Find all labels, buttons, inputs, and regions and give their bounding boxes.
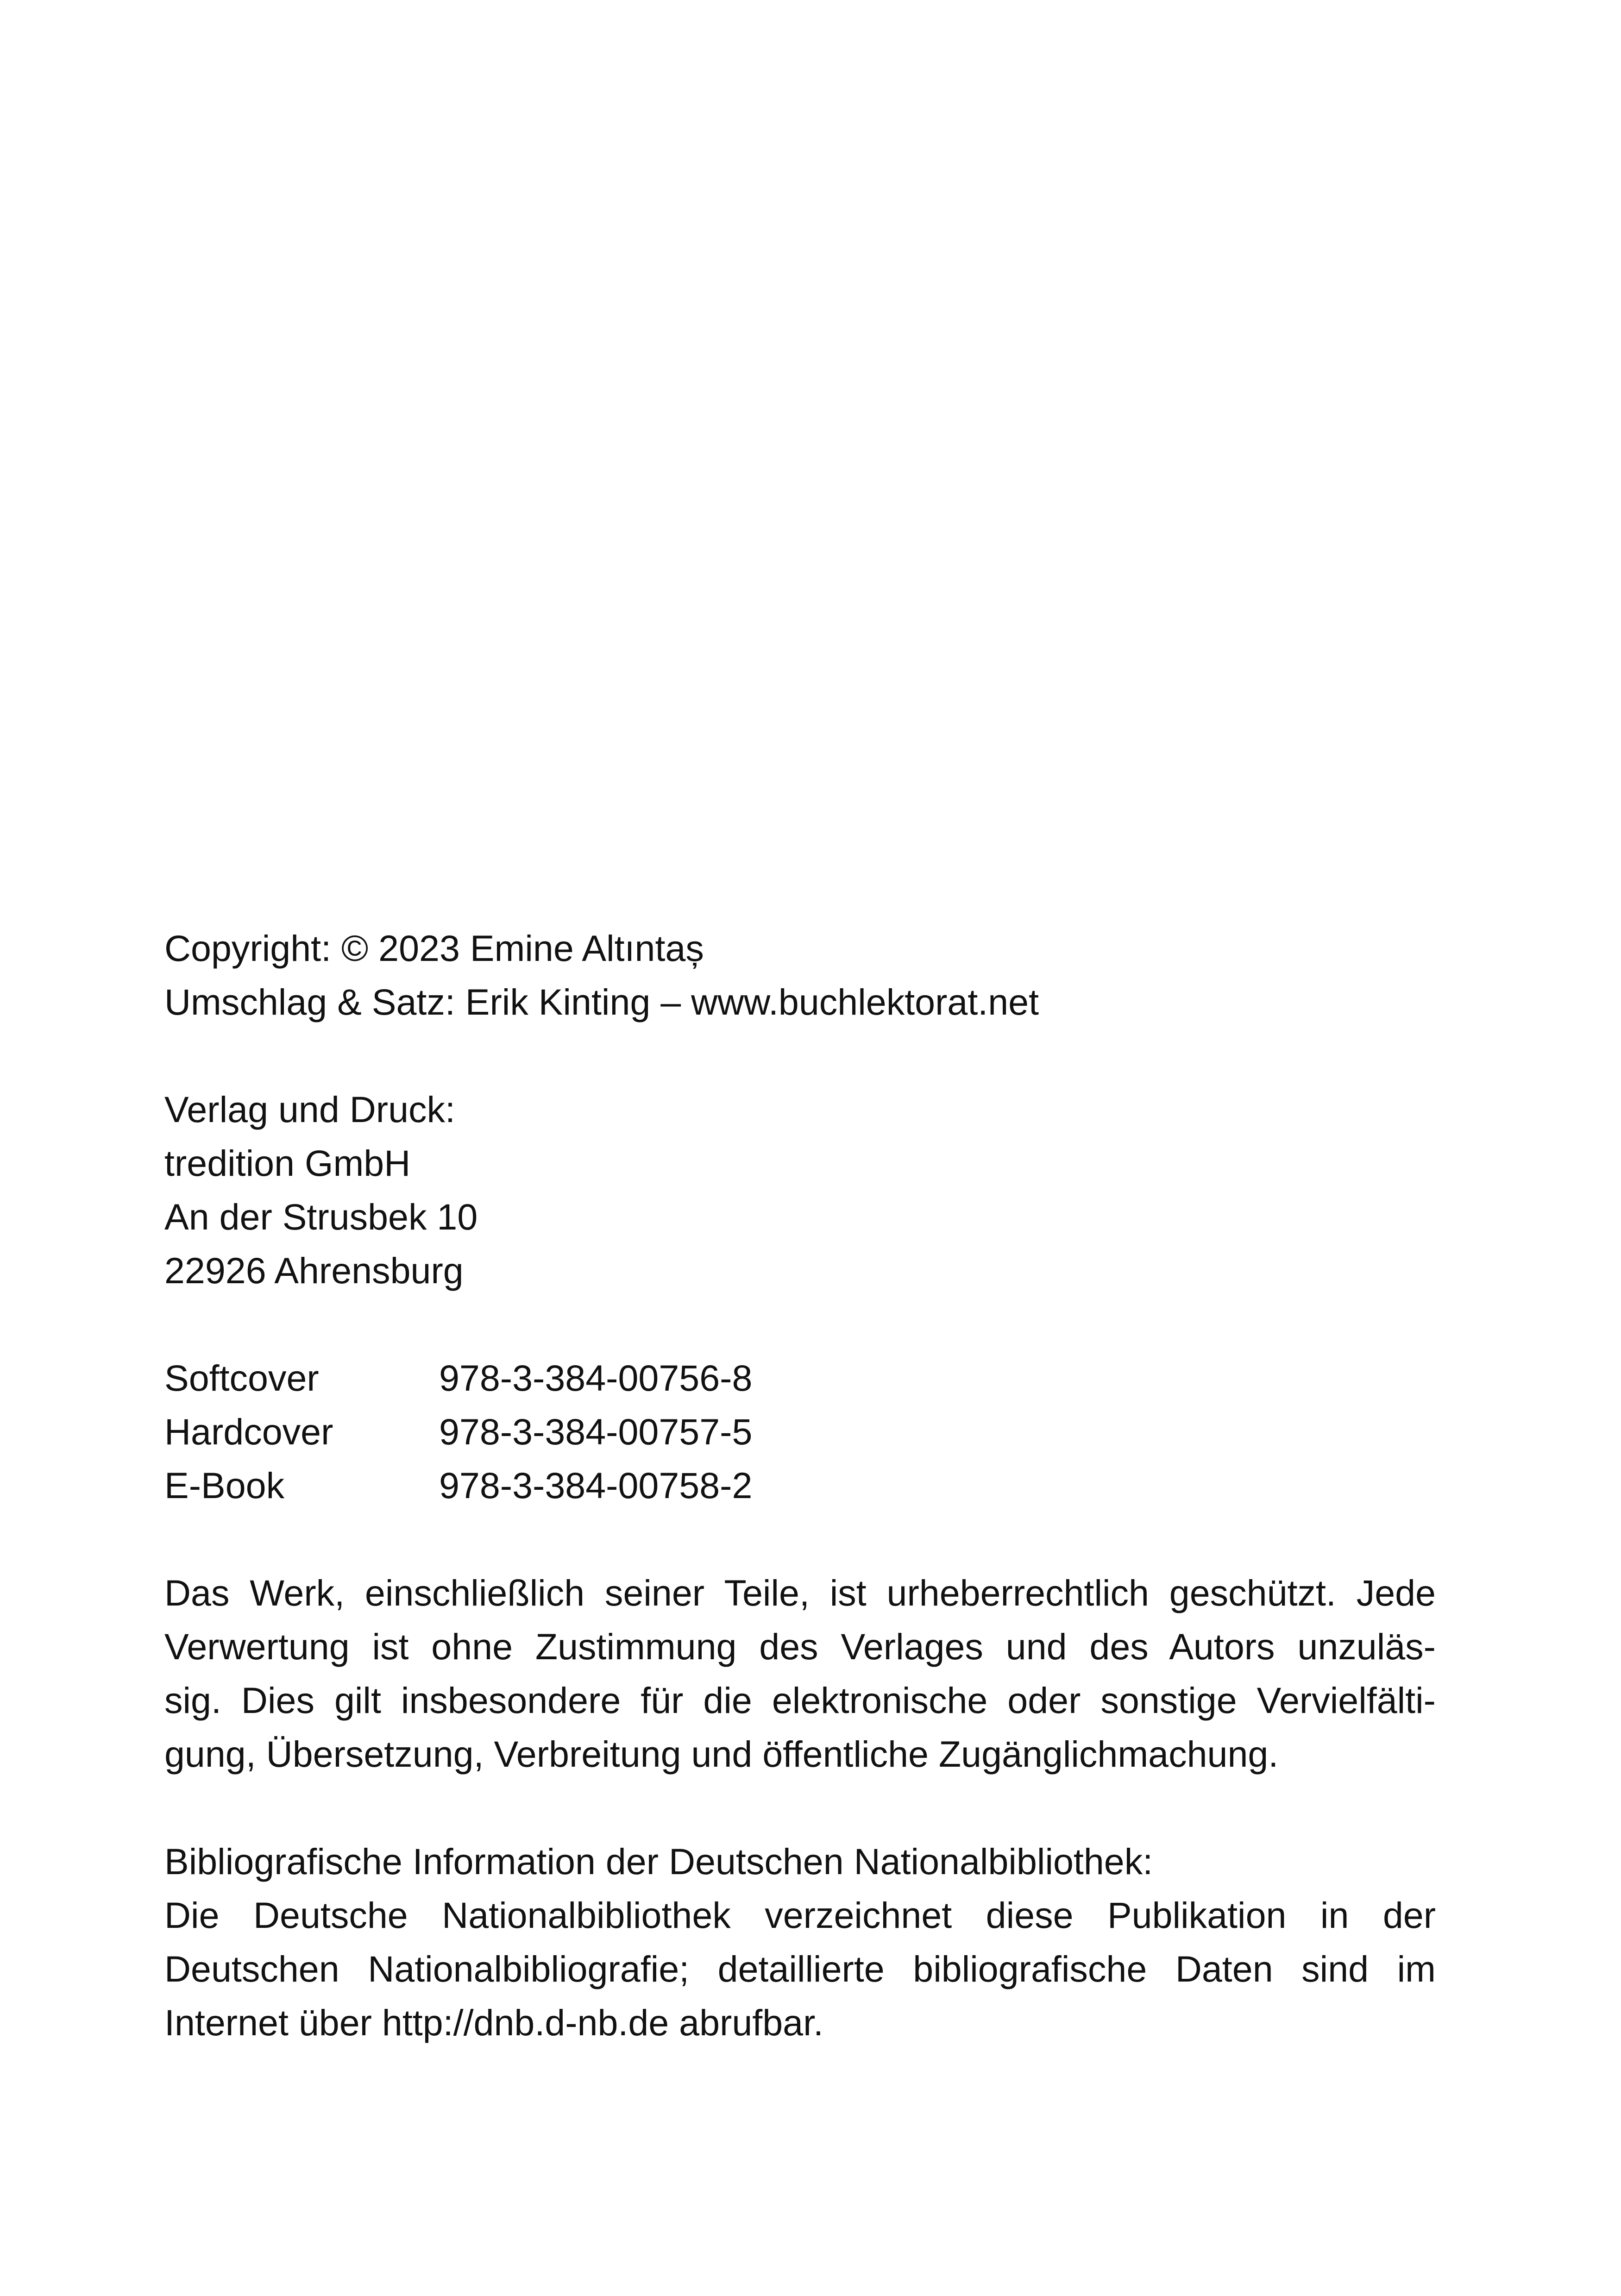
- isbn-row: [164, 1459, 1436, 1512]
- credits-block: [164, 922, 1436, 1029]
- publisher-street: An der Strusbek 10: [164, 1196, 478, 1237]
- bibliographic-paragraph: [164, 1835, 1436, 2050]
- spacer: [164, 1781, 1436, 1835]
- imprint-page: [164, 922, 1436, 2050]
- isbn-format: E-Book: [164, 1465, 285, 1506]
- isbn-format: Hardcover: [164, 1411, 333, 1452]
- rights-notice-paragraph: [164, 1566, 1436, 1781]
- spacer: [164, 1029, 1436, 1083]
- rights-notice-line: Verwertung ist ohne Zustimmung des Verlages und des Autors unzuläs-: [164, 1626, 1436, 1667]
- spacer: [164, 1298, 1436, 1351]
- bibliographic-heading: Bibliografische Information der Deutschen Nationalbibliothek:: [164, 1841, 1153, 1882]
- isbn-format: Softcover: [164, 1357, 319, 1399]
- isbn-table: [164, 1351, 1436, 1512]
- isbn-number: 978-3-384-00756-8: [439, 1357, 753, 1399]
- publisher-name: tredition GmbH: [164, 1142, 411, 1184]
- bibliographic-line: Internet über http://dnb.d-nb.de abrufbar.: [164, 2002, 824, 2043]
- publisher-city: 22926 Ahrensburg: [164, 1250, 464, 1291]
- spacer: [164, 1512, 1436, 1566]
- publisher-block: [164, 1083, 1436, 1298]
- isbn-row: [164, 1405, 1436, 1459]
- isbn-number: 978-3-384-00758-2: [439, 1465, 753, 1506]
- isbn-row: [164, 1351, 1436, 1405]
- publisher-heading: Verlag und Druck:: [164, 1089, 455, 1130]
- rights-notice-line: Das Werk, einschließlich seiner Teile, ist urheberrechtlich geschützt. Jede: [164, 1572, 1436, 1613]
- rights-notice-line: sig. Dies gilt insbesondere für die elektronische oder sonstige Vervielfälti-: [164, 1680, 1436, 1721]
- copyright-line: Copyright: © 2023 Emine Altıntaș: [164, 928, 704, 969]
- bibliographic-line: Deutschen Nationalbibliografie; detaillierte bibliografische Daten sind im: [164, 1948, 1436, 1989]
- isbn-number: 978-3-384-00757-5: [439, 1411, 753, 1452]
- bibliographic-line: Die Deutsche Nationalbibliothek verzeichnet diese Publikation in der: [164, 1895, 1436, 1936]
- cover-and-typesetting-line: Umschlag & Satz: Erik Kinting – www.buchlektorat.net: [164, 981, 1039, 1023]
- rights-notice-line: gung, Übersetzung, Verbreitung und öffentliche Zugänglichmachung.: [164, 1733, 1279, 1775]
